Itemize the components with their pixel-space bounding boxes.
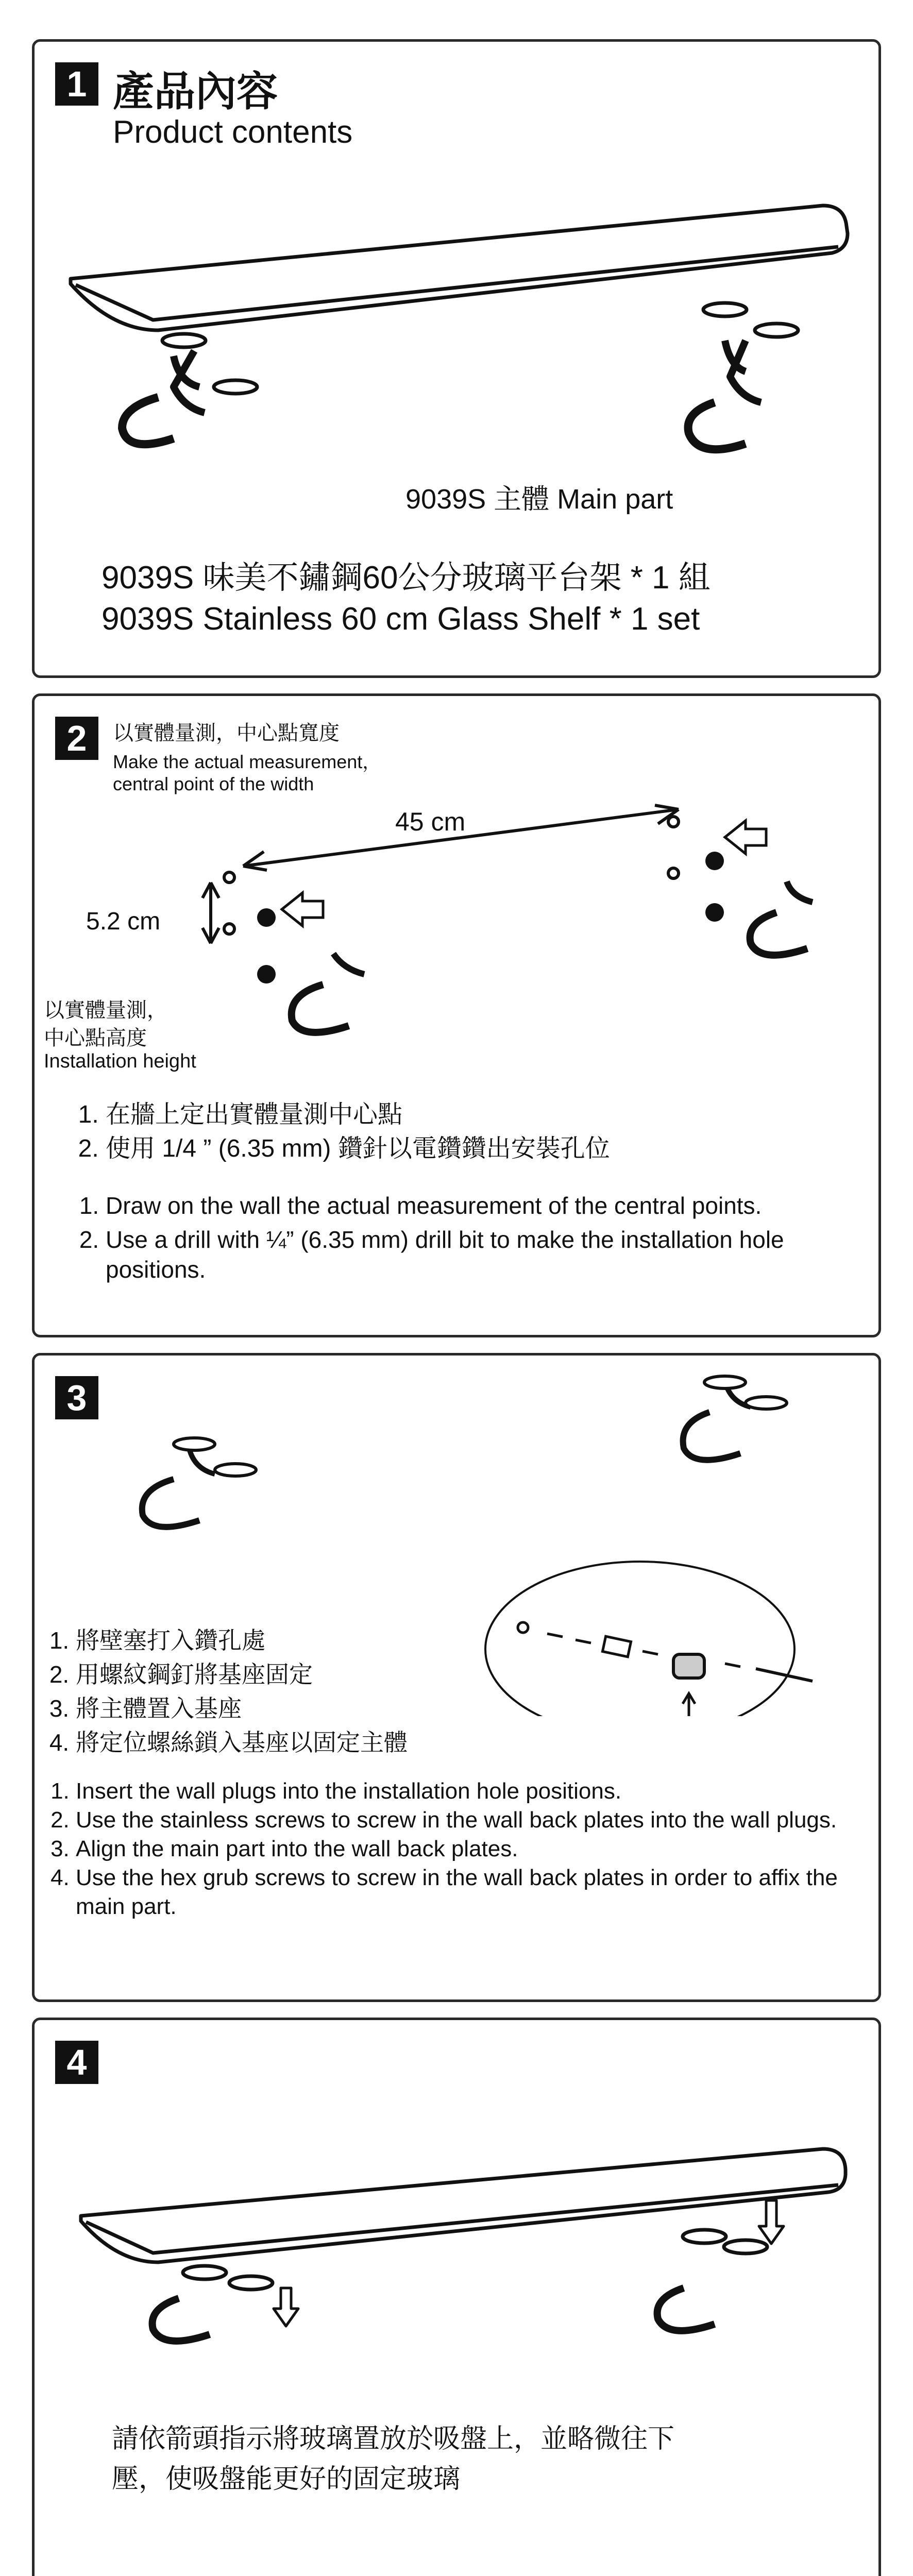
width-note-en-1: Make the actual measurement， bbox=[113, 751, 381, 772]
shelf-main-part-illustration bbox=[35, 42, 880, 464]
step-en-item: 1. Insert the wall plugs into the installation hole positions. bbox=[76, 1777, 859, 1806]
step-zh-item: 1. 將壁塞打入鑽孔處 bbox=[76, 1623, 539, 1657]
step-en-item: 1. Draw on the wall the actual measurement of the central points. bbox=[106, 1191, 878, 1221]
width-note-zh: 以實體量測，中心點寬度 bbox=[113, 722, 340, 744]
height-note-en: Installation height bbox=[44, 1050, 196, 1072]
contents-zh: 9039S 味美不鏽鋼60公分玻璃平台架 * 1 組 bbox=[102, 560, 711, 596]
step-zh-item: 2. 使用 1/4 ” (6.35 mm) 鑽針以電鑽鑽出安裝孔位 bbox=[106, 1132, 878, 1166]
step-en-item: 3. Align the main part into the wall back plates. bbox=[76, 1835, 859, 1863]
section-title-zh: 產品內容 bbox=[113, 69, 278, 114]
step-number: 4 bbox=[55, 2041, 98, 2084]
steps-zh bbox=[45, 1623, 539, 1759]
width-note-en-2: central point of the width bbox=[113, 773, 314, 794]
section-installation bbox=[32, 1353, 881, 2002]
placement-text-zh-1: 請依箭頭指示將玻璃置放於吸盤上，並略微往下 bbox=[112, 2424, 675, 2454]
width-dimension: 45 cm bbox=[395, 807, 466, 836]
step-en-item: 2. Use a drill with ¼” (6.35 mm) drill bit to make the installation hole positions. bbox=[106, 1225, 878, 1284]
step-en-item: 2. Use the stainless screws to screw in the wall back plates into the wall plugs. bbox=[76, 1806, 859, 1835]
main-part-label: 9039S 主體 Main part bbox=[405, 484, 673, 515]
section-title-en: Product contents bbox=[113, 114, 353, 150]
contents-en: 9039S Stainless 60 cm Glass Shelf * 1 set bbox=[102, 601, 700, 637]
glass-placement-diagram bbox=[35, 2020, 880, 2381]
step-number: 2 bbox=[55, 717, 98, 760]
step-zh-item: 3. 將主體置入基座 bbox=[76, 1691, 539, 1725]
section-glass-placement bbox=[32, 2018, 881, 2576]
height-note-zh-2: 中心點高度 bbox=[44, 1027, 147, 1049]
step-zh-item: 4. 將定位螺絲鎖入基座以固定主體 bbox=[76, 1725, 539, 1759]
step-en-item: 4. Use the hex grub screws to screw in the wall back plates in order to affix the main part. bbox=[76, 1863, 859, 1921]
section-measurement bbox=[32, 693, 881, 1337]
steps-en bbox=[75, 1191, 878, 1284]
step-zh-item: 2. 用螺紋鋼釘將基座固定 bbox=[76, 1657, 539, 1691]
step-zh-item: 1. 在牆上定出實體量測中心點 bbox=[106, 1098, 878, 1132]
height-dimension: 5.2 cm bbox=[86, 908, 161, 935]
steps-en bbox=[45, 1777, 859, 1921]
height-note-zh-1: 以實體量測， bbox=[44, 999, 167, 1022]
step-number: 1 bbox=[55, 62, 98, 106]
steps-zh bbox=[75, 1098, 878, 1166]
step-number: 3 bbox=[55, 1376, 98, 1419]
section-product-contents bbox=[32, 39, 881, 678]
placement-text-zh-2: 壓，使吸盤能更好的固定玻璃 bbox=[112, 2464, 461, 2494]
